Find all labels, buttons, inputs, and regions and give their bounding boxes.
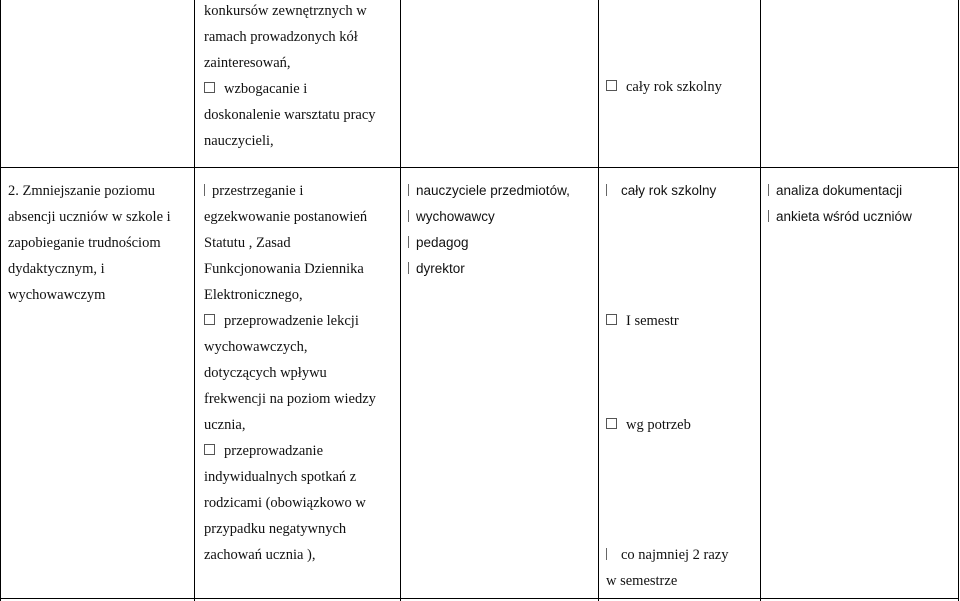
bullet-item: pedagog bbox=[408, 230, 570, 256]
checkbox-bullet-icon bbox=[606, 418, 617, 429]
table-bottom-border bbox=[0, 598, 959, 599]
bullet-item: cały rok szkolny bbox=[606, 74, 722, 100]
text-line: Elektronicznego, bbox=[204, 287, 303, 303]
bullet-item: dyrektor bbox=[408, 256, 570, 282]
bullet-item: ankieta wśród uczniów bbox=[768, 204, 912, 230]
bullet-icon bbox=[606, 548, 607, 560]
text-line: indywidualnych spotkań z bbox=[204, 469, 357, 485]
term-item: cały rok szkolny bbox=[606, 178, 716, 204]
column-divider bbox=[194, 0, 195, 601]
bullet-icon bbox=[768, 210, 769, 222]
bullet-icon bbox=[408, 262, 409, 274]
bullet-item: przeprowadzanie bbox=[204, 438, 376, 464]
bullet-item: przeprowadzenie lekcji bbox=[204, 308, 376, 334]
bullet-item: nauczyciele przedmiotów, bbox=[408, 178, 570, 204]
text-line: doskonalenie warsztatu pracy bbox=[204, 107, 376, 123]
bullet-icon bbox=[204, 184, 205, 196]
text-line: przypadku negatywnych bbox=[204, 521, 347, 537]
evaluation-cell bbox=[768, 178, 912, 230]
text-line: dydaktycznym, i bbox=[8, 261, 105, 277]
text-line: egzekwowanie postanowień bbox=[204, 209, 368, 225]
bullet-item: wzbogacanie i bbox=[204, 76, 376, 102]
text-line: konkursów zewnętrznych w bbox=[204, 3, 367, 19]
bullet-item: wychowawcy bbox=[408, 204, 570, 230]
row-divider bbox=[0, 167, 959, 168]
text-line: ucznia, bbox=[204, 417, 246, 433]
text-line: wychowawczym bbox=[8, 287, 106, 303]
text-line: ramach prowadzonych kół bbox=[204, 29, 358, 45]
bullet-item: analiza dokumentacji bbox=[768, 178, 912, 204]
top-row-term-cell bbox=[606, 74, 722, 100]
column-divider bbox=[760, 0, 761, 601]
text-line: zainteresowań, bbox=[204, 55, 291, 71]
checkbox-bullet-icon bbox=[606, 314, 617, 325]
text-line: 2. Zmniejszanie poziomu bbox=[8, 183, 155, 199]
bullet-icon bbox=[408, 236, 409, 248]
term-item: co najmniej 2 razy w semestrze bbox=[606, 542, 729, 594]
tasks-cell bbox=[204, 178, 376, 568]
table-left-border bbox=[0, 0, 1, 601]
bullet-icon bbox=[768, 184, 769, 196]
term-item: I semestr bbox=[606, 308, 679, 334]
bullet-icon bbox=[408, 184, 409, 196]
bullet-icon bbox=[408, 210, 409, 222]
bullet-item: przestrzeganie i bbox=[204, 178, 376, 204]
text-line: rodzicami (obowiązkowo w bbox=[204, 495, 366, 511]
term-item: wg potrzeb bbox=[606, 412, 691, 438]
responsible-cell bbox=[408, 178, 570, 282]
checkbox-bullet-icon bbox=[204, 444, 215, 455]
text-line: Funkcjonowania Dziennika bbox=[204, 261, 364, 277]
text-line: frekwencji na poziom wiedzy bbox=[204, 391, 376, 407]
bullet-icon bbox=[606, 184, 607, 196]
checkbox-bullet-icon bbox=[606, 80, 617, 91]
text-line: wychowawczych, bbox=[204, 339, 308, 355]
top-row-tasks-cell bbox=[204, 0, 376, 154]
checkbox-bullet-icon bbox=[204, 314, 215, 325]
column-divider bbox=[598, 0, 599, 601]
text-line: dotyczących wpływu bbox=[204, 365, 327, 381]
text-line: zapobieganie trudnościom bbox=[8, 235, 161, 251]
text-line: zachowań ucznia ), bbox=[204, 547, 316, 563]
table-right-border bbox=[958, 0, 959, 601]
text-line: Statutu , Zasad bbox=[204, 235, 291, 251]
goal-cell bbox=[8, 178, 171, 308]
text-line: w semestrze bbox=[606, 573, 678, 589]
column-divider bbox=[400, 0, 401, 601]
text-line: absencji uczniów w szkole i bbox=[8, 209, 171, 225]
text-line: nauczycieli, bbox=[204, 133, 274, 149]
checkbox-bullet-icon bbox=[204, 82, 215, 93]
